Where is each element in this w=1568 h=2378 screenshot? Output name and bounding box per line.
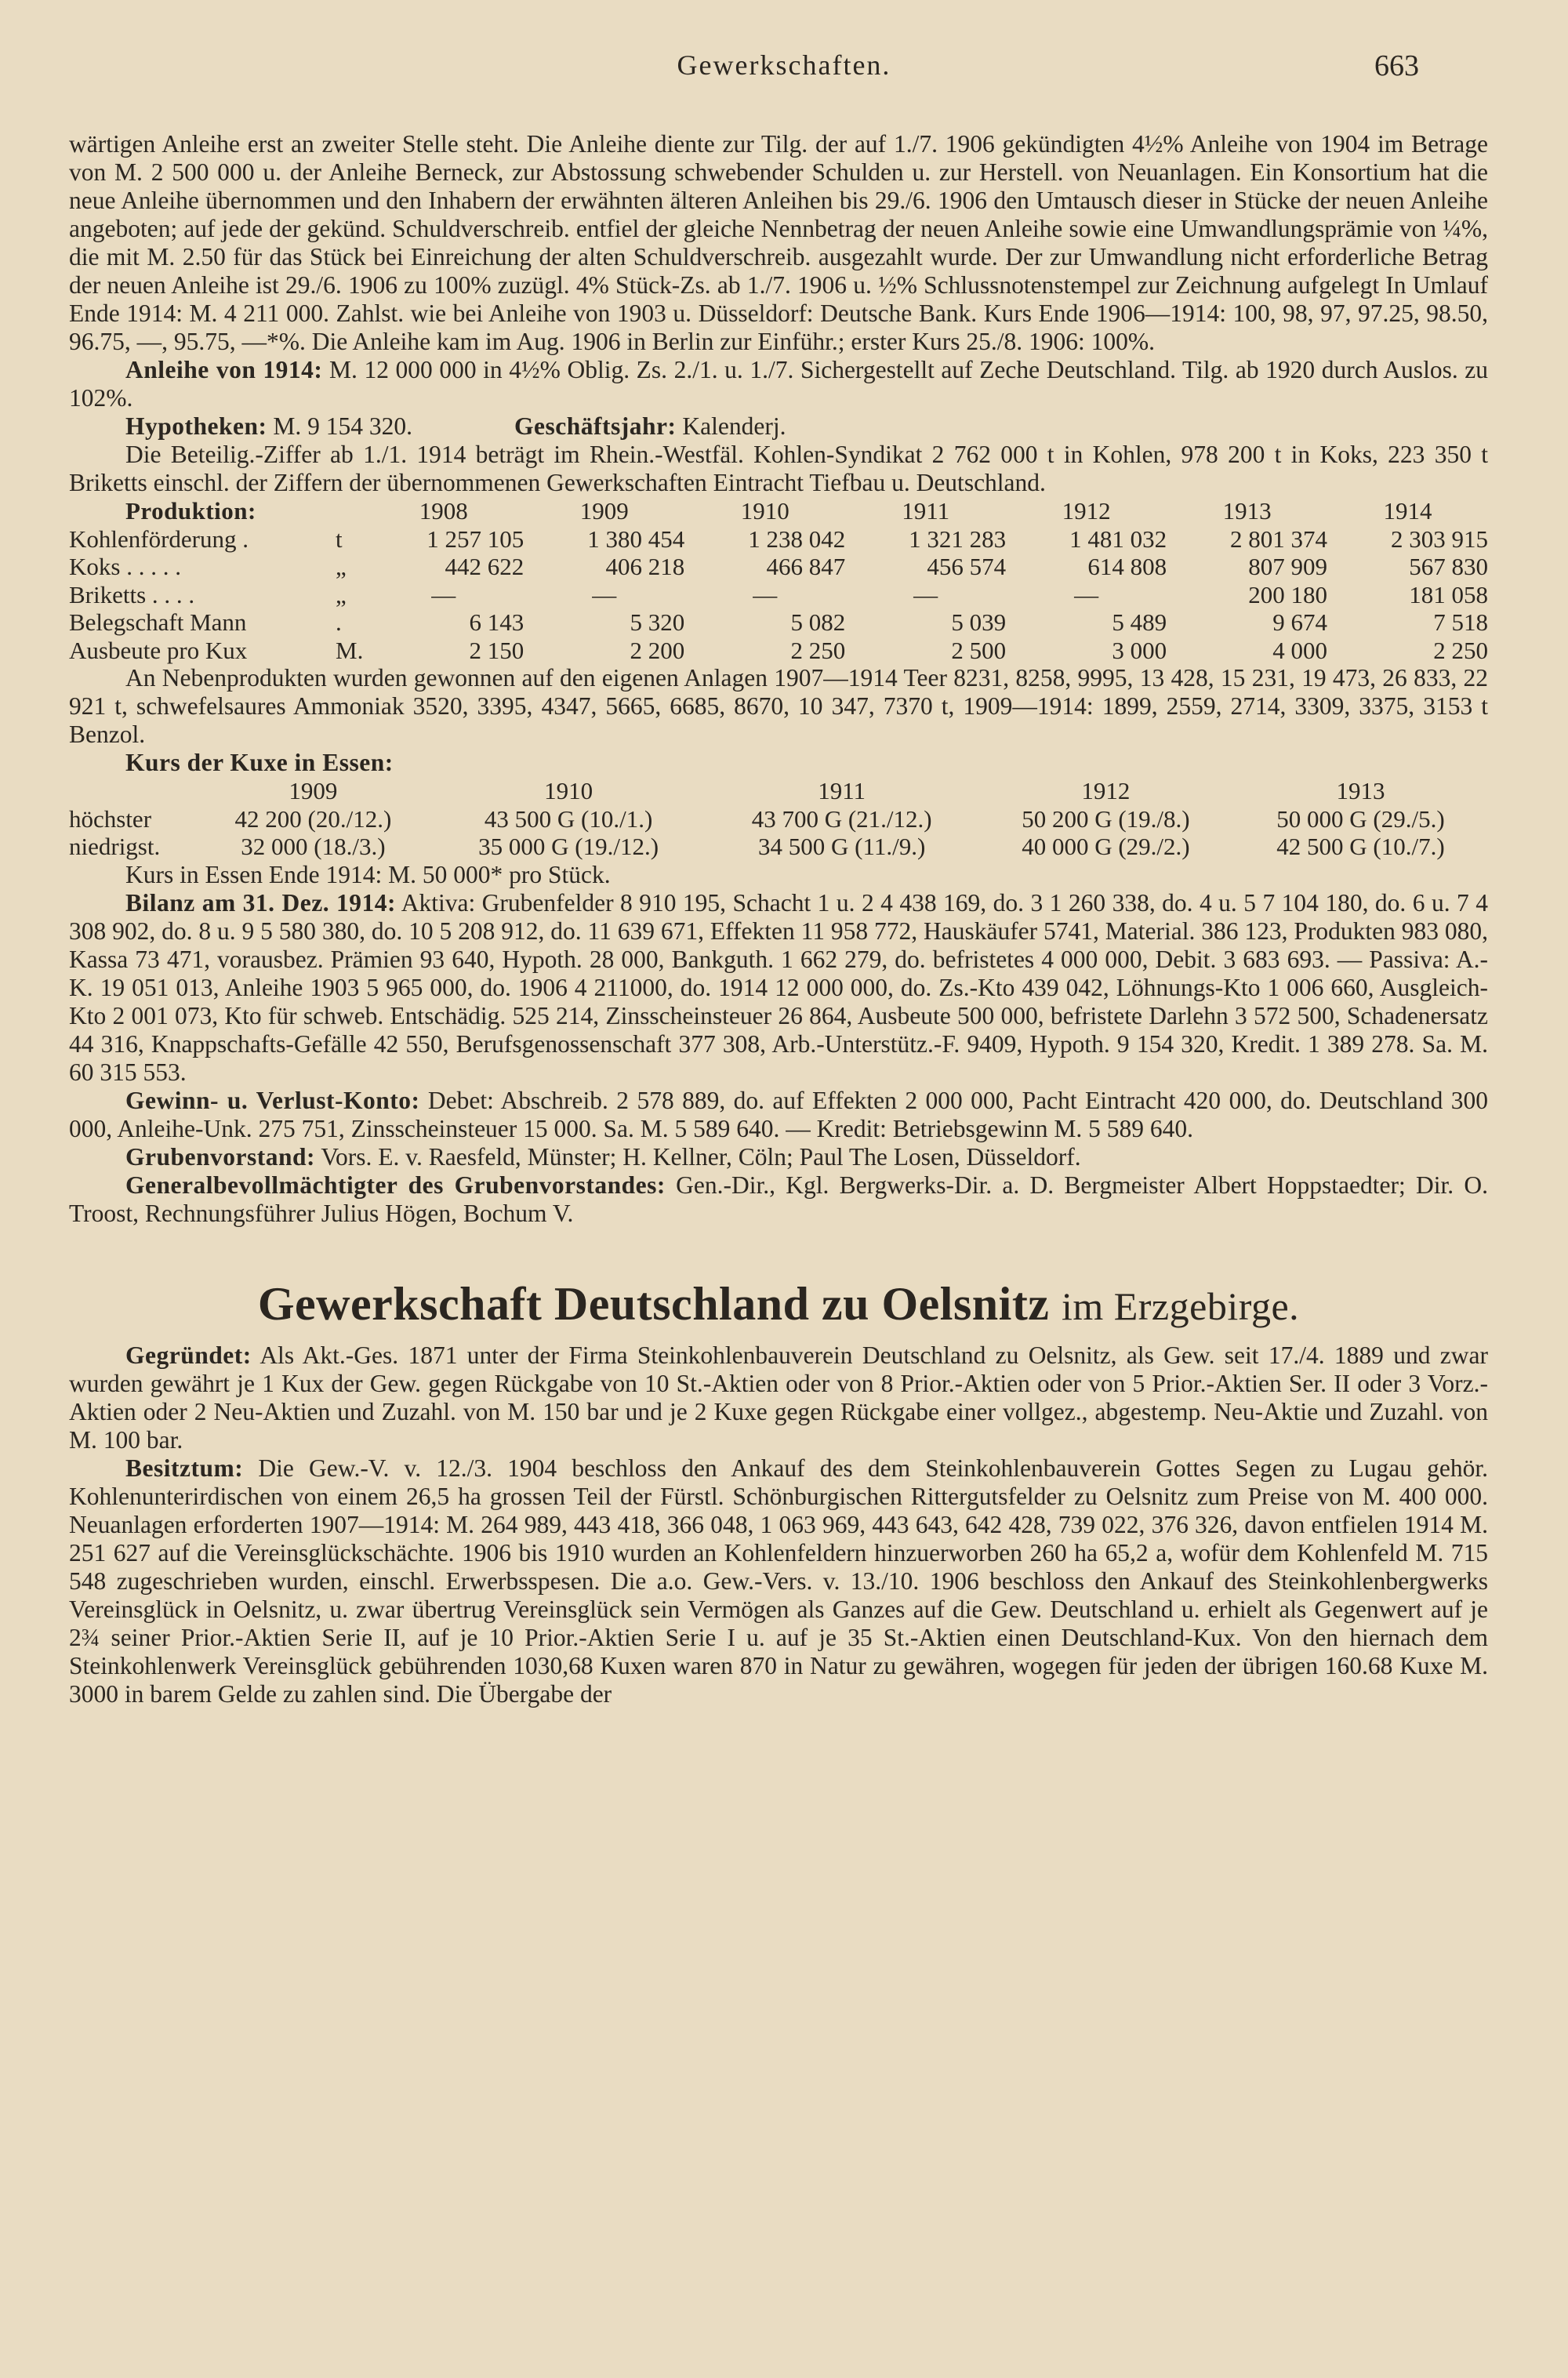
year-cell: 1908: [419, 497, 468, 525]
section-text: Debet: Abschreib. 2 578 889, do. auf Effekten 2 000 000, Pacht Eintracht 420 000, do. Deutschland 300 000, Anleihe-Unk. 275 751, Zinsscheinsteuer 15 000. Sa. M. 5 589 640. — Kredit: Betriebsgewinn M. 5 589 640.: [69, 1086, 1488, 1142]
year-cell: 1909: [289, 777, 338, 804]
value-cell: 1 238 042: [748, 525, 846, 553]
section-label: Geschäftsjahr:: [514, 412, 677, 440]
besitztum-paragraph: [69, 1454, 1488, 1708]
row-label: Briketts . . . .: [69, 580, 195, 608]
section-label: Gewinn- u. Verlust-Konto:: [125, 1086, 420, 1114]
section-label: Hypotheken:: [125, 412, 267, 440]
table-row: [69, 608, 1488, 637]
value-cell: 1 321 283: [909, 525, 1007, 553]
section-text: Als Akt.-Ges. 1871 unter der Firma Steinkohlenbauverein Deutschland zu Oelsnitz, als Gew. seit 17./4. 1889 und zwar wurden gewährt je 1 Kux der Gew. gegen Rückgabe von 10 St.-Aktien oder von 8 Prior.-Aktien oder von 5 Prior.-Aktien Ser. II oder 3 Vorz.-Aktien oder 2 Neu-Aktien und Zuzahl. von M. 150 bar und je 2 Kuxe gegen Rückgabe einer vollgez., abgestemp. Neu-Aktie und Zuzahl. von M. 100 bar.: [69, 1341, 1488, 1454]
value-cell: 43 500 G (10./1.): [484, 804, 653, 833]
row-label: Belegschaft Mann: [69, 608, 247, 636]
value-cell: 200 180: [1248, 580, 1328, 608]
value-cell: 40 000 G (29./2.): [1022, 833, 1190, 860]
section-label: Generalbevollmächtigter des Grubenvorstandes:: [125, 1171, 666, 1199]
anleihe-1914-paragraph: [69, 356, 1488, 412]
value-cell: 466 847: [766, 553, 846, 580]
value-cell: 567 830: [1409, 553, 1488, 580]
value-cell: 614 808: [1087, 553, 1167, 580]
year-cell: 1913: [1336, 777, 1385, 804]
value-cell: 2 200: [630, 636, 685, 664]
year-cell: 1911: [902, 497, 950, 525]
value-cell: —: [913, 580, 938, 608]
value-cell: 442 622: [445, 553, 524, 580]
anleihe-1906-paragraph: wärtigen Anleihe erst an zweiter Stelle steht. Die Anleihe diente zur Tilg. der auf 1./7. 1906 gekündigten 4½% Anleihe von 1904 im Betrage von M. 2 500 000 u. der Anleihe Berneck, zur Abstossung schwebender Schulden u. zur Herstell. von Neuanlagen. Ein Konsortium hat die neue Anleihe übernommen und den Inhabern der erwähnten älteren Anleihen bis 29./6. 1906 den Umtausch dieser in Stücke der neuen Anleihe angeboten; auf jede der gekünd. Schuldverschreib. entfiel der gleiche Nennbetrag der neuen Anleihe sowie eine Umwandlungsprämie von ¼%, die mit M. 2.50 für das Stück bei Einreichung der alten Schuldverschreib. ausgezahlt wurde. Der zur Umwandlung nicht erforderliche Betrag der neuen Anleihe ist 29./6. 1906 zu 100% zuzügl. 4% Stück-Zs. ab 1./7. 1906 u. ½% Schlussnotenstempel zur Zeichnung aufgelegt In Umlauf Ende 1914: M. 4 211 000. Zahlst. wie bei Anleihe von 1903 u. Düsseldorf: Deutsche Bank. Kurs Ende 1906—1914: 100, 98, 97, 97.25, 98.50, 96.75, —, 95.75, —*%. Die Anleihe kam im Aug. 1906 in Berlin zur Einführ.; erster Kurs 25./8. 1906: 100%.: [69, 130, 1488, 355]
table-row: [69, 637, 1488, 665]
table-row: [69, 581, 1488, 609]
hypotheken-line: [69, 412, 1488, 441]
year-cell: 1914: [1383, 497, 1432, 525]
value-cell: 5 489: [1112, 608, 1167, 636]
value-cell: —: [431, 580, 456, 608]
produktion-label: Produktion:: [125, 497, 256, 525]
section-label: Kurs der Kuxe in Essen:: [125, 749, 394, 776]
grubenvorstand-paragraph: [69, 1143, 1488, 1171]
beteiligung-paragraph: Die Beteilig.-Ziffer ab 1./1. 1914 beträgt im Rhein.-Westfäl. Kohlen-Syndikat 2 762 000 t in Kohlen, 978 200 t in Koks, 223 350 t Briketts einschl. der Ziffern der übernommenen Gewerkschaften Eintracht Tiefbau u. Deutschland.: [69, 441, 1488, 496]
value-cell: 1 380 454: [587, 525, 685, 553]
value-cell: 43 700 G (21./12.): [751, 804, 932, 833]
page-header: [0, 49, 1568, 88]
year-cell: 1912: [1081, 777, 1131, 804]
value-cell: 5 320: [630, 608, 685, 636]
row-label: Ausbeute pro Kux: [69, 636, 248, 664]
value-cell: 5 039: [951, 608, 1007, 636]
value-cell: 50 000 G (29./5.): [1276, 804, 1445, 833]
value-cell: —: [592, 580, 617, 608]
produktion-header-row: [69, 497, 1488, 525]
row-unit: „: [336, 580, 347, 608]
kurs-note: Kurs in Essen Ende 1914: M. 50 000* pro Stück.: [125, 860, 611, 888]
page-body: [69, 130, 1488, 1708]
produktion-table: [69, 497, 1488, 664]
row-label: Koks . . . . .: [69, 553, 181, 580]
table-row: [69, 553, 1488, 581]
value-cell: 2 801 374: [1230, 525, 1328, 553]
company-heading-location: im Erzgebirge.: [1061, 1283, 1300, 1328]
row-unit: .: [336, 608, 342, 636]
value-cell: 406 218: [605, 553, 685, 580]
section-text: M. 12 000 000 in 4½% Oblig. Zs. 2./1. u. 1./7. Sichergestellt auf Zeche Deutschland. Tilg. ab 1920 durch Auslos. zu 102%.: [69, 356, 1489, 412]
kurs-heading: [69, 749, 1488, 777]
section-text: Aktiva: Grubenfelder 8 910 195, Schacht 1 u. 2 4 438 169, do. 3 1 260 338, do. 4 u. 5 7 104 180, do. 6 u. 7 4 308 902, do. 8 u. 9 5 580 380, do. 10 5 208 912, do. 11 639 671, Effekten 11 958 772, Hauskäufer 5741, Material. 386 123, Produkten 983 080, Kassa 73 471, vorausbez. Prämien 93 640, Hypoth. 28 000, Bankguth. 1 662 279, do. befristetes 4 000 000, Debit. 3 683 693. — Passiva: A.-K. 19 051 013, Anleihe 1903 5 965 000, do. 1906 4 211000, do. 1914 12 000 000, do. Zs.-Kto 439 042, Löhnungs-Kto 1 006 660, Ausgleich-Kto 2 001 073, Kto für schweb. Entschädig. 525 214, Zinsscheinsteuer 26 864, Ausbeute 500 000, befristete Darlehn 3 572 500, Schadenersatz 44 316, Knappschafts-Gefälle 42 550, Berufsgenossenschaft 377 308, Arb.-Unterstütz.-F. 9409, Hypoth. 9 154 320, Kredit. 1 389 278. Sa. M. 60 315 553.: [69, 888, 1488, 1086]
section-label: Besitztum:: [125, 1454, 244, 1482]
value-cell: 50 200 G (19./8.): [1022, 804, 1190, 833]
row-label: Kohlenförderung .: [69, 525, 249, 553]
generalbevollmaechtigter-paragraph: [69, 1171, 1488, 1228]
year-cell: 1911: [818, 777, 866, 804]
section-label: Grubenvorstand:: [125, 1142, 316, 1171]
section-text: Die Gew.-V. v. 12./3. 1904 beschloss den Ankauf des dem Steinkohlenbauverein Gottes Segen zu Lugau gehör. Kohlenunterirdischen von einem 26,5 ha grossen Teil der Fürstl. Schönburgischen Rittergutsfelder zu Oelsnitz zum Preise von M. 400 000. Neuanlagen erforderten 1907—1914: M. 264 989, 443 418, 366 048, 1 063 969, 443 643, 642 428, 739 022, 376 326, davon entfielen 1914 M. 251 627 auf die Vereinsglückschächte. 1906 bis 1910 wurden an Kohlenfeldern hinzuerworben 260 ha 65,2 a, wofür dem Kohlenfeld M. 715 548 zugeschrieben wurden, einschl. Erwerbsspesen. Die a.o. Gew.-Vers. v. 13./10. 1906 beschloss den Ankauf des Steinkohlenbergwerks Vereinsglück in Oelsnitz, u. zwar übertrug Vereinsglück sein Vermögen als Ganzes auf die Gew. Deutschland u. erhielt als Gegenwert auf je 2¾ seiner Prior.-Aktien Serie II, auf je 10 Prior.-Aktien Serie I u. auf je 35 St.-Aktien einen Deutschland-Kux. Von den hiernach dem Steinkohlenwerk Vereinsglück gebührenden 1030,68 Kuxen waren 870 in Natur zu gewähren, wogegen für jeden der übrigen 160.68 Kuxe M. 3000 in barem Gelde zu zahlen sind. Die Übergabe der: [69, 1454, 1488, 1708]
hypotheken-value: M. 9 154 320.: [273, 412, 413, 440]
year-cell: 1910: [544, 777, 593, 804]
page-number: 663: [1374, 49, 1419, 82]
running-title: Gewerkschaften.: [677, 49, 891, 81]
value-cell: 7 518: [1433, 608, 1488, 636]
year-cell: 1912: [1062, 497, 1111, 525]
nebenprodukte-paragraph: An Nebenprodukten wurden gewonnen auf den eigenen Anlagen 1907—1914 Teer 8231, 8258, 9995, 13 428, 15 231, 19 473, 26 833, 22 921 t, schwefelsaures Ammoniak 3520, 3395, 4347, 5665, 6685, 8670, 10 347, 7370 t, 1909—1914: 1899, 2559, 2714, 3309, 3375, 3153 t Benzol.: [69, 664, 1488, 748]
value-cell: 456 574: [927, 553, 1007, 580]
value-cell: —: [1074, 580, 1099, 608]
value-cell: —: [753, 580, 778, 608]
value-cell: 34 500 G (11./9.): [758, 833, 926, 860]
value-cell: 2 500: [951, 636, 1007, 664]
year-cell: 1909: [579, 497, 629, 525]
value-cell: 3 000: [1112, 636, 1167, 664]
table-row: [69, 833, 1488, 861]
company-heading-main: Gewerkschaft Deutschland zu Oelsnitz: [257, 1277, 1050, 1330]
value-cell: 2 303 915: [1391, 525, 1488, 553]
row-unit: „: [336, 553, 347, 580]
section-label: Gegründet:: [125, 1341, 252, 1369]
value-cell: 42 500 G (10./7.): [1276, 833, 1445, 860]
company-heading: [69, 1275, 1488, 1335]
value-cell: 5 082: [790, 608, 846, 636]
value-cell: 9 674: [1272, 608, 1328, 636]
value-cell: 4 000: [1272, 636, 1328, 664]
value-cell: 1 257 105: [426, 525, 524, 553]
table-row: [69, 525, 1488, 554]
gewinn-paragraph: [69, 1087, 1488, 1143]
kurs-header-row: [69, 777, 1488, 805]
section-label: Anleihe von 1914:: [125, 356, 323, 383]
row-unit: t: [336, 525, 343, 553]
bilanz-paragraph: [69, 889, 1488, 1087]
gegruendet-paragraph: [69, 1341, 1488, 1454]
value-cell: 32 000 (18./3.): [241, 833, 386, 860]
section-text: Vors. E. v. Raesfeld, Münster; H. Kellner, Cöln; Paul The Losen, Düsseldorf.: [321, 1142, 1081, 1171]
section-text: Gen.-Dir., Kgl. Bergwerks-Dir. a. D. Bergmeister Albert Hoppstaedter; Dir. O. Troost, Rechnungsführer Julius Högen, Bochum V.: [69, 1171, 1489, 1227]
kurs-table: [69, 777, 1488, 861]
section-label: Bilanz am 31. Dez. 1914:: [125, 888, 397, 917]
year-cell: 1913: [1222, 497, 1272, 525]
value-cell: 42 200 (20./12.): [234, 804, 392, 833]
row-label: höchster: [69, 804, 152, 833]
value-cell: 807 909: [1248, 553, 1328, 580]
value-cell: 2 150: [469, 636, 524, 664]
value-cell: 181 058: [1409, 580, 1488, 608]
value-cell: 6 143: [469, 608, 524, 636]
row-label: niedrigst.: [69, 833, 161, 860]
value-cell: 1 481 032: [1069, 525, 1167, 553]
value-cell: 2 250: [1433, 636, 1488, 664]
geschaeftsjahr-value: Kalenderj.: [682, 412, 786, 440]
table-row: [69, 805, 1488, 833]
year-cell: 1910: [740, 497, 789, 525]
value-cell: 35 000 G (19./12.): [478, 833, 659, 860]
row-unit: M.: [336, 636, 364, 664]
value-cell: 2 250: [790, 636, 846, 664]
